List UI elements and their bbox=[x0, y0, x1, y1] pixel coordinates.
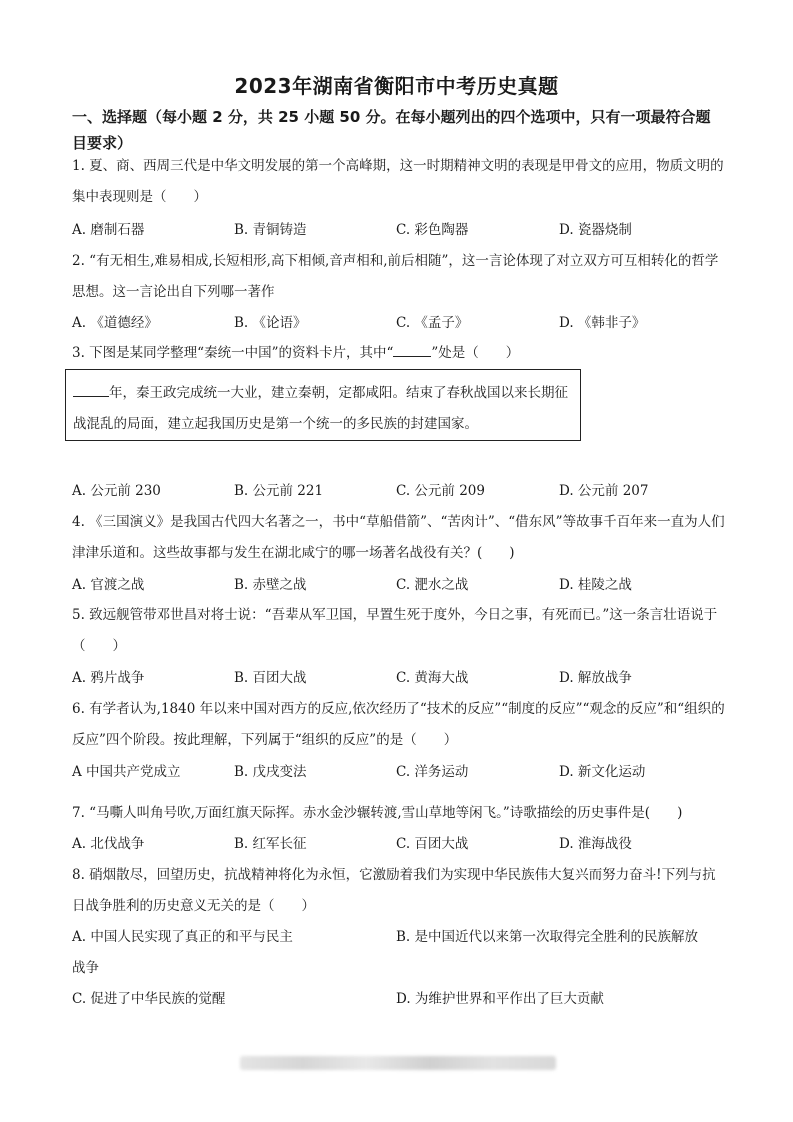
q2-option-a[interactable]: A. 《道德经》 bbox=[72, 315, 158, 331]
q2-option-b[interactable]: B. 《论语》 bbox=[234, 315, 307, 331]
q6-option-a[interactable]: A 中国共产党成立 bbox=[72, 764, 181, 780]
question-6: 6. 有学者认为,1840 年以来中国对西方的反应,依次经历了“技术的反应”“制度的反应”“观念的反应”和“组织的反应”四个阶段。按此理解，下列属于“组织的反应”的是（ ） bbox=[72, 701, 725, 748]
q8-option-b[interactable]: B. 是中国近代以来第一次取得完全胜利的民族解放 bbox=[396, 929, 699, 945]
q7-option-d[interactable]: D. 淮海战役 bbox=[559, 836, 632, 852]
q1-option-d[interactable]: D. 瓷器烧制 bbox=[559, 222, 632, 238]
question-8: 8. 硝烟散尽，回望历史，抗战精神将化为永恒，它激励着我们为实现中华民族伟大复兴而努力奋斗!下列与抗日战争胜利的历史意义无关的是（ ） bbox=[72, 867, 716, 914]
q3-card-blank bbox=[73, 382, 109, 397]
q3-option-a[interactable]: A. 公元前 230 bbox=[72, 483, 161, 499]
q4-option-d[interactable]: D. 桂陵之战 bbox=[559, 577, 632, 593]
question-7: 7. “马嘶人叫角号吹,万面红旗天际挥。赤水金沙辗转渡,雪山草地等闲飞。”诗歌描绘的历史事件是( ) bbox=[72, 805, 683, 821]
q3-card-text: 年，秦王政完成统一大业，建立秦朝，定都咸阳。结束了春秋战国以来长期征战混乱的局面，建立起我国历史是第一个统一的多民族的封建国家。 bbox=[73, 385, 568, 432]
q5-option-b[interactable]: B. 百团大战 bbox=[234, 670, 307, 686]
question-4-options bbox=[72, 573, 732, 597]
question-2-options bbox=[72, 311, 732, 335]
q1-option-c[interactable]: C. 彩色陶器 bbox=[396, 222, 469, 238]
question-7-options bbox=[72, 832, 732, 856]
question-3 bbox=[72, 338, 728, 369]
q8-option-b-continued: 战争 bbox=[72, 960, 99, 976]
section-heading: 一、选择题（每小题 2 分，共 25 小题 50 分。在每小题列出的四个选项中，只有一项最符合题目要求） bbox=[72, 108, 711, 152]
q3-info-card bbox=[65, 369, 581, 441]
question-1: 1. 夏、商、西周三代是中华文明发展的第一个高峰期，这一时期精神文明的表现是甲骨文的应用，物质文明的集中表现则是（ ） bbox=[72, 158, 724, 205]
question-2: 2. “有无相生,难易相成,长短相形,高下相倾,音声相和,前后相随”，这一言论体现了对立双方可互相转化的哲学思想。这一言论出自下列哪一著作 bbox=[72, 253, 719, 300]
q1-option-b[interactable]: B. 青铜铸造 bbox=[234, 222, 307, 238]
q2-option-d[interactable]: D. 《韩非子》 bbox=[559, 315, 646, 331]
question-8-options bbox=[72, 922, 732, 1015]
q8-option-d[interactable]: D. 为维护世界和平作出了巨大贡献 bbox=[396, 991, 604, 1007]
question-5-options bbox=[72, 666, 732, 690]
q3-option-d[interactable]: D. 公元前 207 bbox=[559, 483, 649, 499]
question-3-options bbox=[72, 479, 732, 503]
q5-option-d[interactable]: D. 解放战争 bbox=[559, 670, 632, 686]
q3-option-b[interactable]: B. 公元前 221 bbox=[234, 483, 324, 499]
q8-option-c[interactable]: C. 促进了中华民族的觉醒 bbox=[72, 991, 226, 1007]
q7-option-a[interactable]: A. 北伐战争 bbox=[72, 836, 145, 852]
q6-option-d[interactable]: D. 新文化运动 bbox=[559, 764, 646, 780]
q5-option-c[interactable]: C. 黄海大战 bbox=[396, 670, 469, 686]
q7-option-c[interactable]: C. 百团大战 bbox=[396, 836, 469, 852]
q3-blank bbox=[393, 342, 431, 357]
q1-option-a[interactable]: A. 磨制石器 bbox=[72, 222, 145, 238]
q3-text-after: ”处是（ ） bbox=[431, 345, 520, 361]
q6-option-c[interactable]: C. 洋务运动 bbox=[396, 764, 469, 780]
q6-option-b[interactable]: B. 戊戌变法 bbox=[234, 764, 307, 780]
q4-option-c[interactable]: C. 淝水之战 bbox=[396, 577, 469, 593]
q7-option-b[interactable]: B. 红军长征 bbox=[234, 836, 307, 852]
q3-text-before: 3. 下图是某同学整理“秦统一中国”的资料卡片，其中“ bbox=[72, 345, 394, 361]
question-5: 5. 致远舰管带邓世昌对将士说：“吾辈从军卫国，早置生死于度外，今日之事，有死而已。”这一条言壮语说于（ ） bbox=[72, 607, 718, 654]
q5-option-a[interactable]: A. 鸦片战争 bbox=[72, 670, 145, 686]
blurred-footer-watermark bbox=[240, 1056, 556, 1070]
page-title: 2023年湖南省衡阳市中考历史真题 bbox=[234, 74, 559, 98]
q4-option-b[interactable]: B. 赤壁之战 bbox=[234, 577, 307, 593]
q4-option-a[interactable]: A. 官渡之战 bbox=[72, 577, 145, 593]
q8-option-a[interactable]: A. 中国人民实现了真正的和平与民主 bbox=[72, 929, 293, 945]
q3-option-c[interactable]: C. 公元前 209 bbox=[396, 483, 485, 499]
question-1-options bbox=[72, 218, 732, 242]
q2-option-c[interactable]: C. 《孟子》 bbox=[396, 315, 469, 331]
question-4: 4. 《三国演义》是我国古代四大名著之一，书中“草船借箭”、“苦肉计”、“借东风”等故事千百年来一直为人们津津乐道和。这些故事都与发生在湖北咸宁的哪一场著名战役有关？( ) bbox=[72, 514, 725, 561]
question-6-options bbox=[72, 760, 732, 784]
